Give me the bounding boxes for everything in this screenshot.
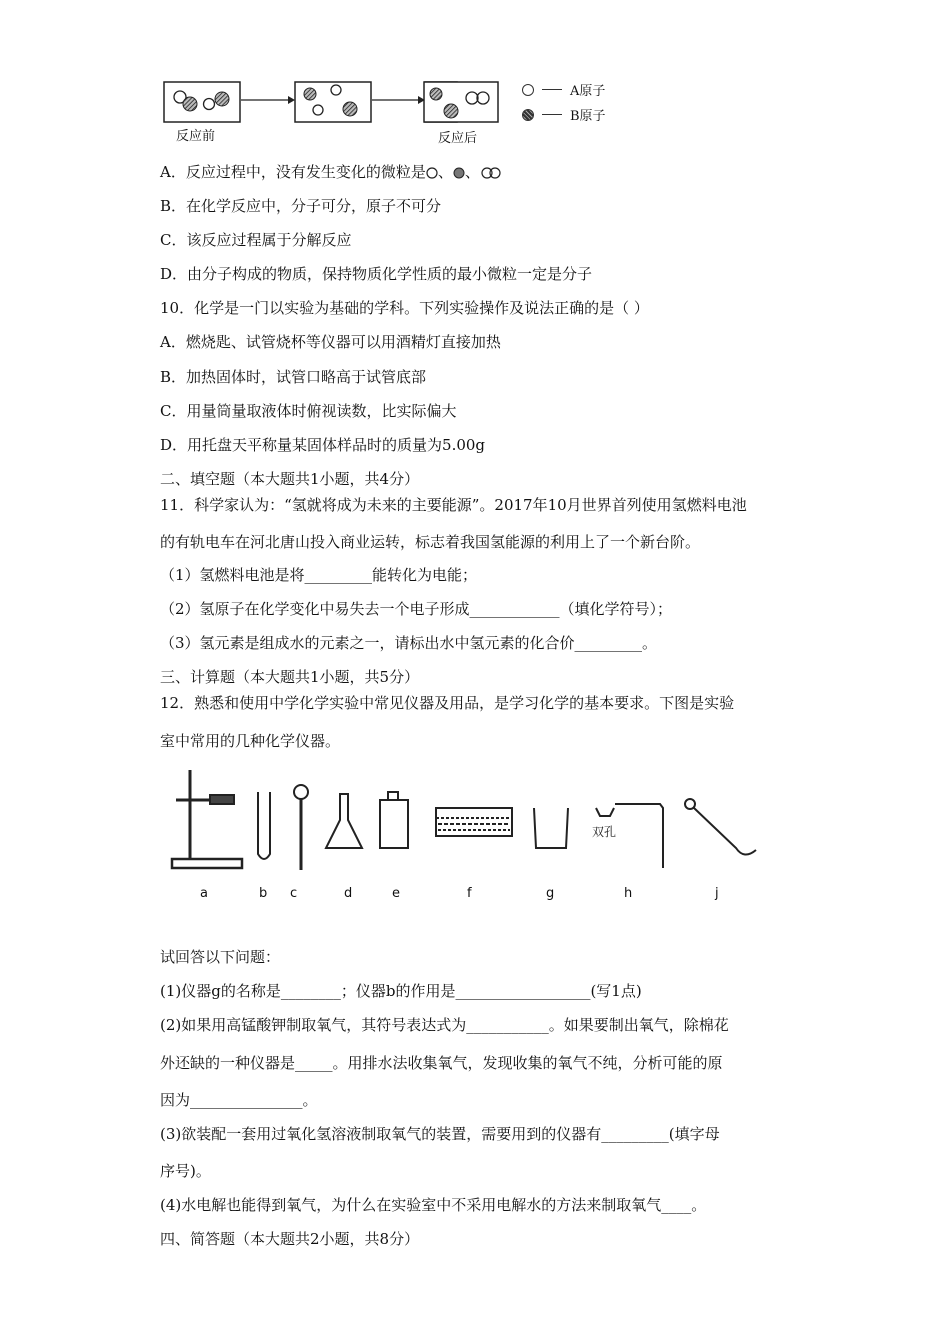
q10-option-d: D．用托盘天平称量某固体样品时的质量为5.00g (160, 436, 486, 454)
label-g: g (546, 886, 555, 901)
q12-sub-4: (4)水电解也能得到氧气，为什么在实验室中不采用电解水的方法来制取氧气____。 (160, 1196, 707, 1214)
q11-part-2: （2）氢原子在化学变化中易失去一个电子形成____________（填化学符号）； (160, 600, 673, 618)
q11-line-2: 的有轨电车在河北唐山投入商业运转，标志着我国氢能源的利用上了一个新台阶。 (160, 533, 701, 551)
legend-a: A原子 (522, 80, 605, 99)
beaker-icon (534, 808, 568, 848)
middle-box (295, 82, 371, 122)
label-a: a (200, 886, 208, 901)
q12-line-2: 室中常用的几种化学仪器。 (160, 732, 341, 750)
q12-sub-2-line-3: 因为_______________。 (160, 1091, 318, 1109)
a2-molecule-icon (480, 167, 504, 179)
q9-option-c: C．该反应过程属于分解反应 (160, 231, 352, 249)
section-4-heading: 四、简答题（本大题共2小题，共8分） (160, 1230, 420, 1248)
q10-option-c: C．用量筒量取液体时俯视读数，比实际偏大 (160, 402, 457, 420)
legend-dash (542, 89, 562, 90)
q10-option-b: B．加热固体时，试管口略高于试管底部 (160, 368, 427, 386)
water-trough-icon (436, 808, 512, 836)
iron-stand-icon (172, 770, 242, 868)
q12-sub-1: (1)仪器g的名称是________；仪器b的作用是__________________(写1点) (160, 982, 642, 1000)
apparatus-figure (160, 766, 770, 876)
q10-stem: 10．化学是一门以实验为基础的学科。下列实验操作及说法正确的是（ ） (160, 299, 649, 317)
q12-sub-2-line-2: 外还缺的一种仪器是_____。用排水法收集氧气，发现收集的氧气不纯，分析可能的原 (160, 1054, 723, 1072)
before-label: 反应前 (176, 129, 216, 144)
reaction-diagram (160, 78, 460, 128)
section-2-heading: 二、填空题（本大题共1小题，共4分） (160, 470, 420, 488)
a-atom-icon (426, 167, 438, 179)
q9-option-b: B．在化学反应中，分子可分，原子不可分 (160, 197, 442, 215)
q9-option-d: D．由分子构成的物质，保持物质化学性质的最小微粒一定是分子 (160, 265, 593, 283)
label-h: h (624, 886, 633, 901)
h-text: 双孔 (592, 825, 617, 839)
q11-part-3: （3）氢元素是组成水的元素之一，请标出水中氢元素的化合价_________。 (160, 634, 658, 652)
q11-part-1: （1）氢燃料电池是将_________能转化为电能； (160, 566, 478, 584)
label-e: e (392, 886, 400, 901)
after-label: 反应后 (438, 131, 478, 146)
a-atom-icon (522, 84, 534, 96)
q9-option-a: A．反应过程中，没有发生变化的微粒是 、 、 (160, 162, 504, 182)
after-box-content (420, 78, 502, 128)
label-f: f (467, 886, 472, 901)
dropper-icon (294, 785, 308, 870)
q11-line-1: 11．科学家认为：“氢就将成为未来的主要能源”。2017年10月世界首列使用氢燃料电池 (160, 496, 747, 514)
conical-flask-icon (326, 794, 362, 848)
q12-sub-3-line-1: (3)欲装配一套用过氧化氢溶液制取氧气的装置，需要用到的仪器有_________(填字母 (160, 1125, 720, 1143)
test-tube-icon (258, 792, 270, 859)
q10-option-a: A．燃烧匙、试管烧杯等仪器可以用酒精灯直接加热 (160, 333, 501, 351)
legend-b: B原子 (522, 105, 606, 124)
q12-line-1: 12．熟悉和使用中学化学实验中常见仪器及用品，是学习化学的基本要求。下图是实验 (160, 694, 735, 712)
label-c: c (290, 886, 298, 901)
q12-sub-2-line-1: (2)如果用高锰酸钾制取氧气，其符号表达式为___________。如果要制出氧气，除棉花 (160, 1016, 729, 1034)
q12-sub-3-line-2: 序号)。 (160, 1162, 211, 1180)
q12-ask: 试回答以下问题： (160, 948, 281, 966)
b-atom-icon (453, 167, 465, 179)
label-b: b (259, 886, 268, 901)
reagent-bottle-icon (380, 792, 408, 848)
section-3-heading: 三、计算题（本大题共1小题，共5分） (160, 668, 420, 686)
bent-tube-icon (685, 799, 756, 855)
b-atom-icon (522, 109, 534, 121)
legend-dash (542, 114, 562, 115)
label-j: j (715, 886, 719, 901)
label-d: d (344, 886, 353, 901)
